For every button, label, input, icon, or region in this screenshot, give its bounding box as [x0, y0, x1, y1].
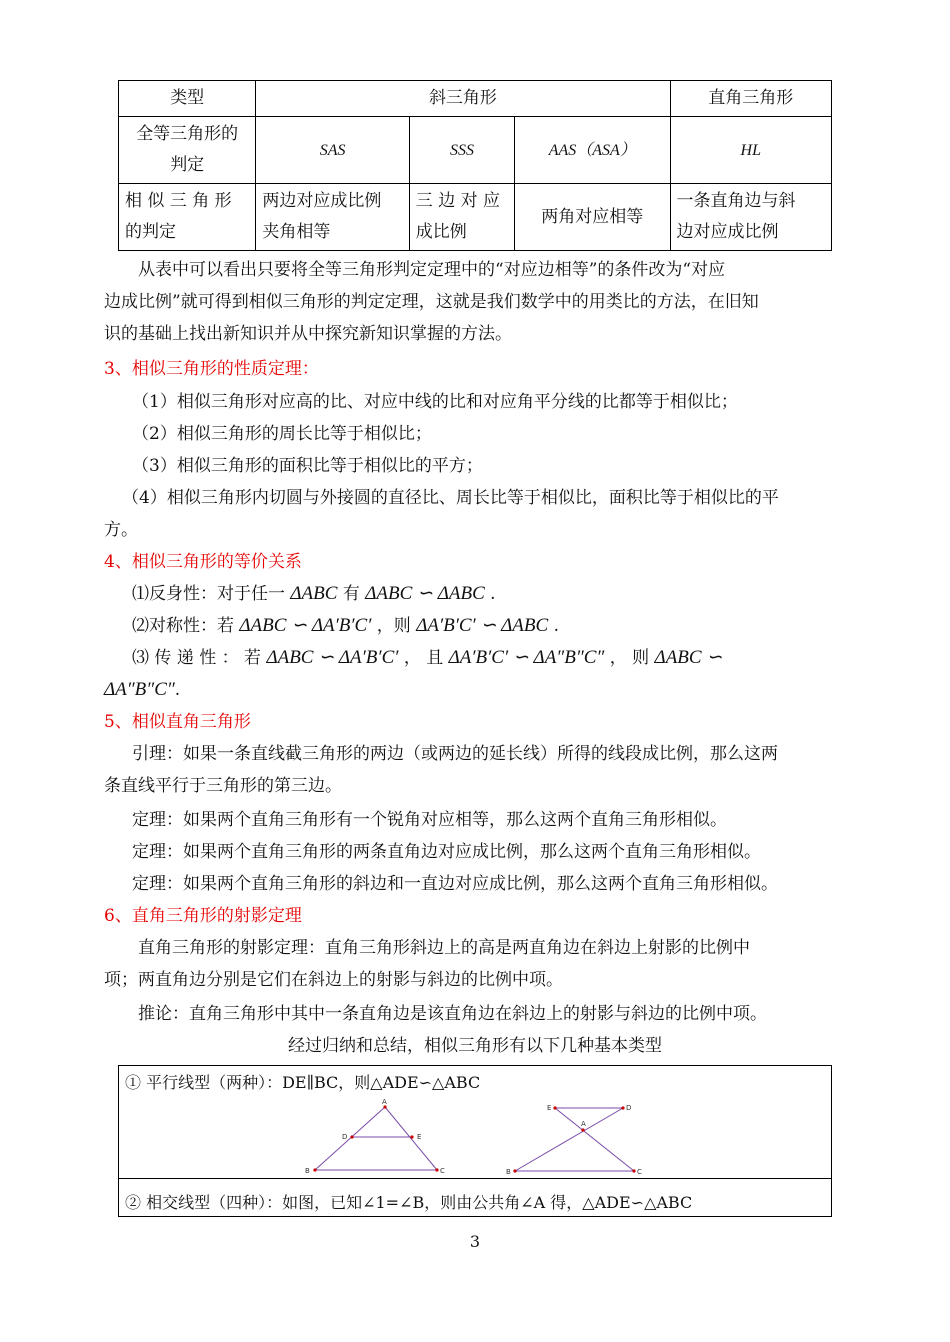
figure-parallel-b-points — [513, 1106, 635, 1172]
sec5-theorem-2: 定理：如果两个直角三角形的两条直角边对应成比例，那么这两个直角三角形相似。 — [132, 842, 761, 862]
parallel-type-figures — [119, 1066, 831, 1178]
fig1-label-c: C — [440, 1167, 445, 1175]
reflexive-end: . — [490, 584, 496, 604]
row-label-congruent — [119, 117, 256, 184]
sec5-theorem-3: 定理：如果两个直角三角形的斜边和一直边对应成比例，那么这两个直角三角形相似。 — [132, 874, 778, 894]
row-label-similar — [119, 184, 256, 251]
intro-line-2: 边成比例”就可得到相似三角形的判定定理，这就是我们数学中的用类比的方法，在旧知 — [104, 292, 759, 312]
fig1-label-b: B — [305, 1167, 310, 1175]
transitive-math-1: ΔABC ∽ ΔA′B′C′ — [266, 647, 399, 668]
cell-two-angles: 两角对应相等 — [515, 184, 670, 251]
sec4-transitive — [104, 642, 874, 674]
cell-two-sides — [256, 184, 409, 251]
cell-three-sides-l2: 成比例 — [415, 222, 467, 242]
cell-three-sides — [409, 184, 514, 251]
reflexive-label: ⑴反身性：对于任一 — [132, 584, 285, 604]
intersecting-type-caption: ② 相交线型（四种）：如图，已知∠1=∠B，则由公共角∠A 得，△ADE∽△ABC — [125, 1193, 693, 1212]
sec5-theorem-1: 定理：如果两个直角三角形有一个锐角对应相等，那么这两个直角三角形相似。 — [132, 810, 727, 830]
cell-two-sides-l2: 夹角相等 — [262, 222, 331, 242]
fig2-label-d: D — [626, 1104, 632, 1112]
intro-line-1: 从表中可以看出只要将全等三角形判定定理中的“对应边相等”的条件改为“对应 — [138, 260, 726, 280]
row-label-congruent-text: 全等三角形的判定 — [136, 124, 239, 175]
sec6-corollary: 推论：直角三角形中其中一条直角边是该直角边在斜边上的射影与斜边的比例中项。 — [138, 1004, 767, 1024]
section-5-title: 5、相似直角三角形 — [104, 712, 251, 732]
transitive-mid-2: ， 则 — [609, 648, 650, 668]
cell-hl-similar-l1: 一条直角边与斜 — [676, 191, 796, 211]
cell-sss: SSS — [409, 117, 514, 184]
symmetric-math-1: ΔABC ∽ ΔA′B′C′ — [239, 615, 372, 636]
row-label-similar-l2: 的判定 — [125, 222, 176, 242]
table-row-similar — [119, 184, 832, 251]
comparison-table — [118, 80, 832, 251]
page-number: 3 — [469, 1232, 481, 1251]
summary-heading: 经过归纳和总结，相似三角形有以下几种基本类型 — [288, 1036, 662, 1056]
reflexive-math-1: ΔABC — [290, 583, 338, 604]
cell-aas-asa: AAS（ASA） — [515, 117, 670, 184]
cell-three-sides-l1: 三 边 对 应 — [415, 191, 501, 211]
cell-hl-similar-l2: 边对应成比例 — [676, 222, 779, 242]
header-oblique: 斜三角形 — [256, 81, 670, 117]
section-6-title: 6、直角三角形的射影定理 — [104, 906, 302, 926]
header-right: 直角三角形 — [670, 81, 832, 117]
fig2-label-b: B — [506, 1168, 511, 1176]
sec3-item-4: （4）相似三角形内切圆与外接圆的直径比、周长比等于相似比，面积比等于相似比的平 — [122, 488, 779, 508]
fig2-label-a: A — [581, 1120, 586, 1128]
fig1-label-a: A — [382, 1098, 387, 1106]
reflexive-math-2: ΔABC ∽ ΔABC — [365, 583, 485, 604]
sec3-item-3: （3）相似三角形的面积比等于相似比的平方； — [132, 456, 483, 476]
transitive-label: ⑶ 传 递 性 ： 若 — [132, 648, 262, 668]
basic-types-box — [118, 1065, 832, 1217]
sec6-para-1b: 项；两直角边分别是它们在斜边上的射影与斜边的比例中项。 — [104, 970, 563, 990]
transitive-math-4: ΔA″B″C″ — [104, 679, 175, 700]
table-header-row — [119, 81, 832, 117]
figure-parallel-b — [515, 1108, 634, 1171]
section-4-title: 4、相似三角形的等价关系 — [104, 552, 302, 572]
symmetric-label: ⑵对称性：若 — [132, 616, 234, 636]
symmetric-math-2: ΔA′B′C′ ∽ ΔABC — [416, 615, 549, 636]
sec3-item-1: （1）相似三角形对应高的比、对应中线的比和对应角平分线的比都等于相似比； — [132, 392, 738, 412]
sec4-transitive-cont — [104, 674, 846, 706]
fig1-label-d: D — [342, 1133, 348, 1141]
row-label-similar-l1: 相 似 三 角 形 — [125, 191, 232, 211]
sec6-para-1a: 直角三角形的射影定理：直角三角形斜边上的高是两直角边在斜边上射影的比例中 — [138, 938, 750, 958]
sec4-symmetric — [104, 610, 874, 642]
sec4-reflexive — [104, 578, 874, 610]
cell-hl-similar — [670, 184, 832, 251]
fig2-label-c: C — [637, 1168, 642, 1176]
sec3-item-4-cont: 方。 — [104, 520, 138, 540]
intro-line-3: 识的基础上找出新知识并从中探究新知识掌握的方法。 — [104, 324, 512, 344]
reflexive-mid: 有 — [342, 584, 360, 604]
cell-two-sides-l1: 两边对应成比例 — [262, 191, 382, 211]
transitive-end: . — [174, 680, 181, 700]
symmetric-end: . — [553, 616, 559, 636]
symmetric-mid: ，则 — [376, 616, 411, 636]
fig1-label-e: E — [417, 1133, 422, 1141]
table-row-congruent — [119, 117, 832, 184]
section-3-title: 3、相似三角形的性质定理： — [104, 359, 319, 379]
transitive-math-2: ΔA′B′C′ ∽ ΔA″B″C″ — [448, 647, 605, 668]
sec5-lemma-2: 条直线平行于三角形的第三边。 — [104, 776, 342, 796]
cell-hl: HL — [670, 117, 832, 184]
cell-sas: SAS — [256, 117, 409, 184]
header-type: 类型 — [119, 81, 256, 117]
fig2-label-e: E — [547, 1104, 552, 1112]
sec3-item-2: （2）相似三角形的周长比等于相似比； — [132, 424, 432, 444]
transitive-math-3: ΔABC ∽ — [654, 647, 723, 668]
transitive-mid: ， 且 — [403, 648, 444, 668]
sec5-lemma-1: 引理：如果一条直线截三角形的两边（或两边的延长线）所得的线段成比例，那么这两 — [132, 744, 778, 764]
parallel-type-row — [119, 1066, 831, 1179]
parallel-type-caption: ① 平行线型（两种）：DE∥BC，则△ADE∽△ABC — [125, 1073, 481, 1092]
